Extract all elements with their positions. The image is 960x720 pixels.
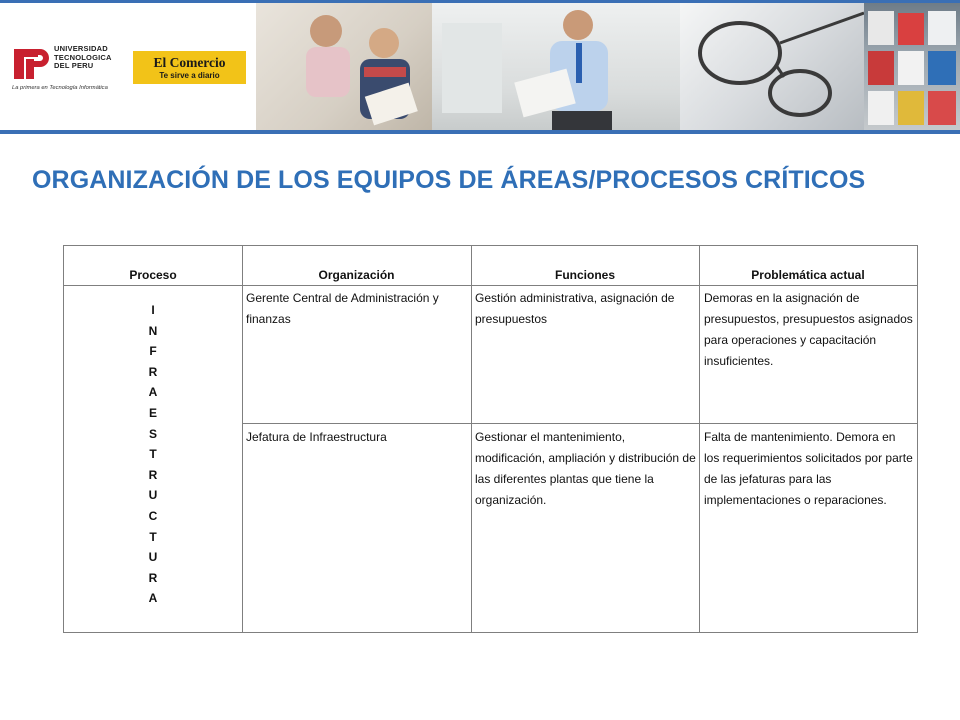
utp-name-line: TECNOLOGICA (54, 52, 112, 62)
process-letter: U (148, 550, 158, 565)
process-letter: R (148, 467, 158, 482)
el-comercio-logo (133, 51, 246, 84)
header-banner (0, 3, 960, 130)
process-letter: A (148, 591, 158, 606)
el-comercio-name: El Comercio (153, 55, 226, 70)
header-organizacion: Organización (318, 268, 395, 282)
process-letter: N (148, 323, 158, 338)
utp-slogan: La primera en Tecnología Informática (12, 85, 108, 91)
process-letter: R (148, 364, 158, 379)
el-comercio-tagline: Te sirve a diario (159, 71, 220, 80)
newsstand-illustration (864, 3, 960, 130)
process-letter: S (148, 426, 157, 441)
header-proceso: Proceso (129, 268, 177, 282)
glasses-illustration (680, 3, 864, 130)
process-name-vertical (64, 300, 242, 609)
glasses-on-paper-photo (680, 3, 864, 130)
header-bottom-line (0, 130, 960, 134)
row1-problematica: Demoras en la asignación de presupuestos, presupuestos asignados para operaciones y capacitación insuficientes. (704, 291, 913, 368)
row1-funciones: Gestión administrativa, asignación de presupuestos (475, 291, 675, 326)
process-letter: C (148, 508, 158, 523)
process-letter: I (151, 303, 155, 317)
family-reading-photo (256, 3, 432, 130)
utp-mark-icon (12, 45, 50, 83)
family-illustration (256, 3, 432, 130)
process-letter: U (148, 488, 158, 503)
critical-processes-table (63, 245, 918, 633)
row-divider (242, 423, 917, 424)
row2-problematica: Falta de mantenimiento. Demora en los requerimientos solicitados por parte de las jefaturas para las implementaciones o reparaciones. (704, 430, 913, 507)
process-letter: T (149, 529, 157, 544)
process-letter: T (149, 447, 157, 462)
row2-organizacion: Jefatura de Infraestructura (246, 430, 387, 444)
process-letter: A (148, 385, 158, 400)
page-title: ORGANIZACIÓN DE LOS EQUIPOS DE ÁREAS/PROCESOS CRÍTICOS (32, 166, 866, 194)
column-divider (242, 246, 243, 632)
header-funciones: Funciones (554, 268, 615, 282)
column-divider (699, 246, 700, 632)
utp-name-line: UNIVERSIDAD (54, 44, 108, 53)
row2-funciones: Gestionar el mantenimiento, modificación, ampliación y distribución de las diferentes plantas que tiene la organización. (475, 430, 696, 507)
column-divider (471, 246, 472, 632)
process-letter: E (148, 405, 157, 420)
utp-name (54, 45, 112, 71)
header-problematica: Problemática actual (751, 268, 865, 282)
newsstand-photo (864, 3, 960, 130)
man-reading-newspaper-photo (432, 3, 680, 130)
process-letter: F (149, 344, 157, 359)
utp-logo (12, 43, 132, 95)
row1-organizacion: Gerente Central de Administración y finanzas (246, 291, 439, 326)
header-row-divider (64, 285, 917, 286)
process-letter: R (148, 570, 158, 585)
reader-illustration (432, 3, 680, 130)
utp-name-line: DEL PERU (54, 61, 94, 70)
